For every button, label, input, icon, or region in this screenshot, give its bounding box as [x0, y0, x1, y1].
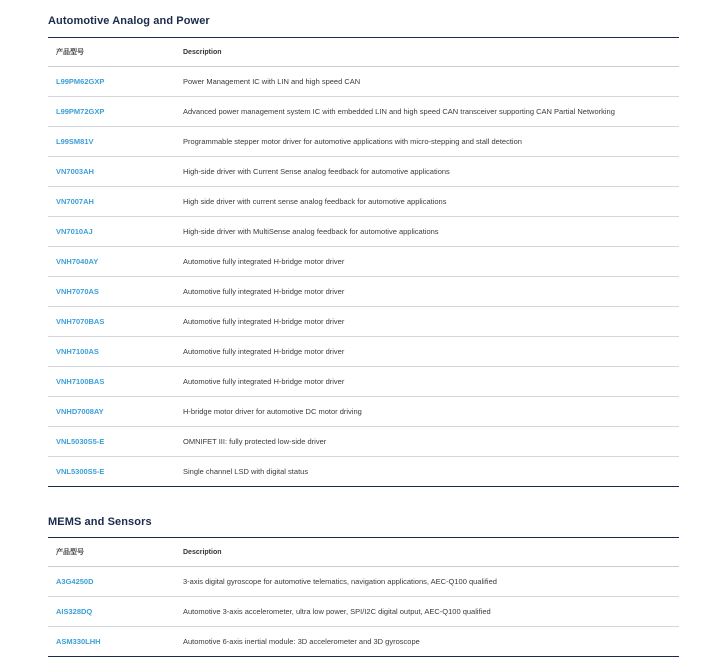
product-description: Advanced power management system IC with embedded LIN and high speed CAN transceiver supporting CAN Partial Networking	[183, 107, 615, 116]
part-number-link[interactable]: VNL5300S5-E	[56, 467, 105, 476]
description-cell	[183, 627, 679, 657]
description-cell	[183, 277, 679, 307]
product-description: Automotive fully integrated H-bridge motor driver	[183, 317, 345, 326]
part-number-link[interactable]: VNH7040AY	[56, 257, 99, 266]
description-cell	[183, 157, 679, 187]
part-number-cell	[48, 127, 183, 157]
section-mems-sensors	[48, 514, 679, 657]
product-description: High-side driver with MultiSense analog feedback for automotive applications	[183, 227, 439, 236]
table-row	[48, 397, 679, 427]
product-description: Automotive 3-axis accelerometer, ultra low power, SPI/I2C digital output, AEC-Q100 qualified	[183, 607, 491, 616]
part-number-cell	[48, 597, 183, 627]
table-row	[48, 277, 679, 307]
description-cell	[183, 187, 679, 217]
part-number-cell	[48, 157, 183, 187]
product-description: Automotive fully integrated H-bridge motor driver	[183, 347, 345, 356]
table-row	[48, 427, 679, 457]
part-number-cell	[48, 187, 183, 217]
part-number-cell	[48, 427, 183, 457]
part-number-link[interactable]: VNH7070BAS	[56, 317, 105, 326]
part-number-cell	[48, 247, 183, 277]
part-number-cell	[48, 627, 183, 657]
description-cell	[183, 457, 679, 487]
part-number-link[interactable]: VNL5030S5-E	[56, 437, 105, 446]
description-cell	[183, 127, 679, 157]
part-number-link[interactable]: VN7010AJ	[56, 227, 93, 236]
column-header-description: Description	[183, 38, 679, 67]
table-row	[48, 597, 679, 627]
column-header-part: 产品型号	[48, 538, 183, 567]
product-description: OMNIFET III: fully protected low-side driver	[183, 437, 327, 446]
part-number-cell	[48, 337, 183, 367]
part-number-link[interactable]: L99SM81V	[56, 137, 94, 146]
table-row	[48, 157, 679, 187]
section-automotive-analog-power	[48, 13, 679, 487]
table-row	[48, 627, 679, 657]
table-header-row	[48, 538, 679, 567]
part-number-link[interactable]: L99PM62GXP	[56, 77, 105, 86]
product-description: Power Management IC with LIN and high speed CAN	[183, 77, 361, 86]
product-description: H-bridge motor driver for automotive DC motor driving	[183, 407, 362, 416]
description-cell	[183, 307, 679, 337]
part-number-cell	[48, 457, 183, 487]
description-cell	[183, 397, 679, 427]
part-number-link[interactable]: AIS328DQ	[56, 607, 93, 616]
product-description: High-side driver with Current Sense analog feedback for automotive applications	[183, 167, 450, 176]
part-number-link[interactable]: VNH7070AS	[56, 287, 99, 296]
product-description: 3-axis digital gyroscope for automotive telematics, navigation applications, AEC-Q100 qualified	[183, 577, 497, 586]
product-description: Automotive fully integrated H-bridge motor driver	[183, 377, 345, 386]
column-header-description: Description	[183, 538, 679, 567]
description-cell	[183, 337, 679, 367]
part-number-cell	[48, 217, 183, 247]
table-row	[48, 567, 679, 597]
product-description: Single channel LSD with digital status	[183, 467, 309, 476]
product-description: Automotive fully integrated H-bridge motor driver	[183, 257, 345, 266]
table-row	[48, 187, 679, 217]
table-row	[48, 127, 679, 157]
product-description: Automotive 6-axis inertial module: 3D accelerometer and 3D gyroscope	[183, 637, 420, 646]
products-table	[48, 537, 679, 657]
table-row	[48, 337, 679, 367]
description-cell	[183, 247, 679, 277]
table-row	[48, 367, 679, 397]
description-cell	[183, 367, 679, 397]
description-cell	[183, 597, 679, 627]
product-description: High side driver with current sense analog feedback for automotive applications	[183, 197, 447, 206]
table-row	[48, 307, 679, 337]
table-row	[48, 217, 679, 247]
description-cell	[183, 217, 679, 247]
product-description: Programmable stepper motor driver for automotive applications with micro-stepping and stall detection	[183, 137, 522, 146]
part-number-cell	[48, 567, 183, 597]
part-number-link[interactable]: L99PM72GXP	[56, 107, 105, 116]
part-number-link[interactable]: VN7003AH	[56, 167, 94, 176]
part-number-cell	[48, 277, 183, 307]
section-title: Automotive Analog and Power	[48, 15, 210, 27]
table-body	[48, 567, 679, 657]
table-row	[48, 97, 679, 127]
table-row	[48, 457, 679, 487]
products-table	[48, 37, 679, 487]
part-number-link[interactable]: VNH7100AS	[56, 347, 99, 356]
part-number-cell	[48, 367, 183, 397]
part-number-cell	[48, 67, 183, 97]
description-cell	[183, 567, 679, 597]
part-number-link[interactable]: VN7007AH	[56, 197, 94, 206]
table-body	[48, 67, 679, 487]
section-title: MEMS and Sensors	[48, 516, 152, 528]
table-row	[48, 247, 679, 277]
table-row	[48, 67, 679, 97]
part-number-link[interactable]: A3G4250D	[56, 577, 94, 586]
description-cell	[183, 67, 679, 97]
product-description: Automotive fully integrated H-bridge motor driver	[183, 287, 345, 296]
part-number-link[interactable]: VNHD7008AY	[56, 407, 104, 416]
part-number-link[interactable]: VNH7100BAS	[56, 377, 105, 386]
table-header-row	[48, 38, 679, 67]
column-header-part: 产品型号	[48, 38, 183, 67]
part-number-cell	[48, 97, 183, 127]
description-cell	[183, 427, 679, 457]
part-number-link[interactable]: ASM330LHH	[56, 637, 101, 646]
description-cell	[183, 97, 679, 127]
part-number-cell	[48, 307, 183, 337]
part-number-cell	[48, 397, 183, 427]
